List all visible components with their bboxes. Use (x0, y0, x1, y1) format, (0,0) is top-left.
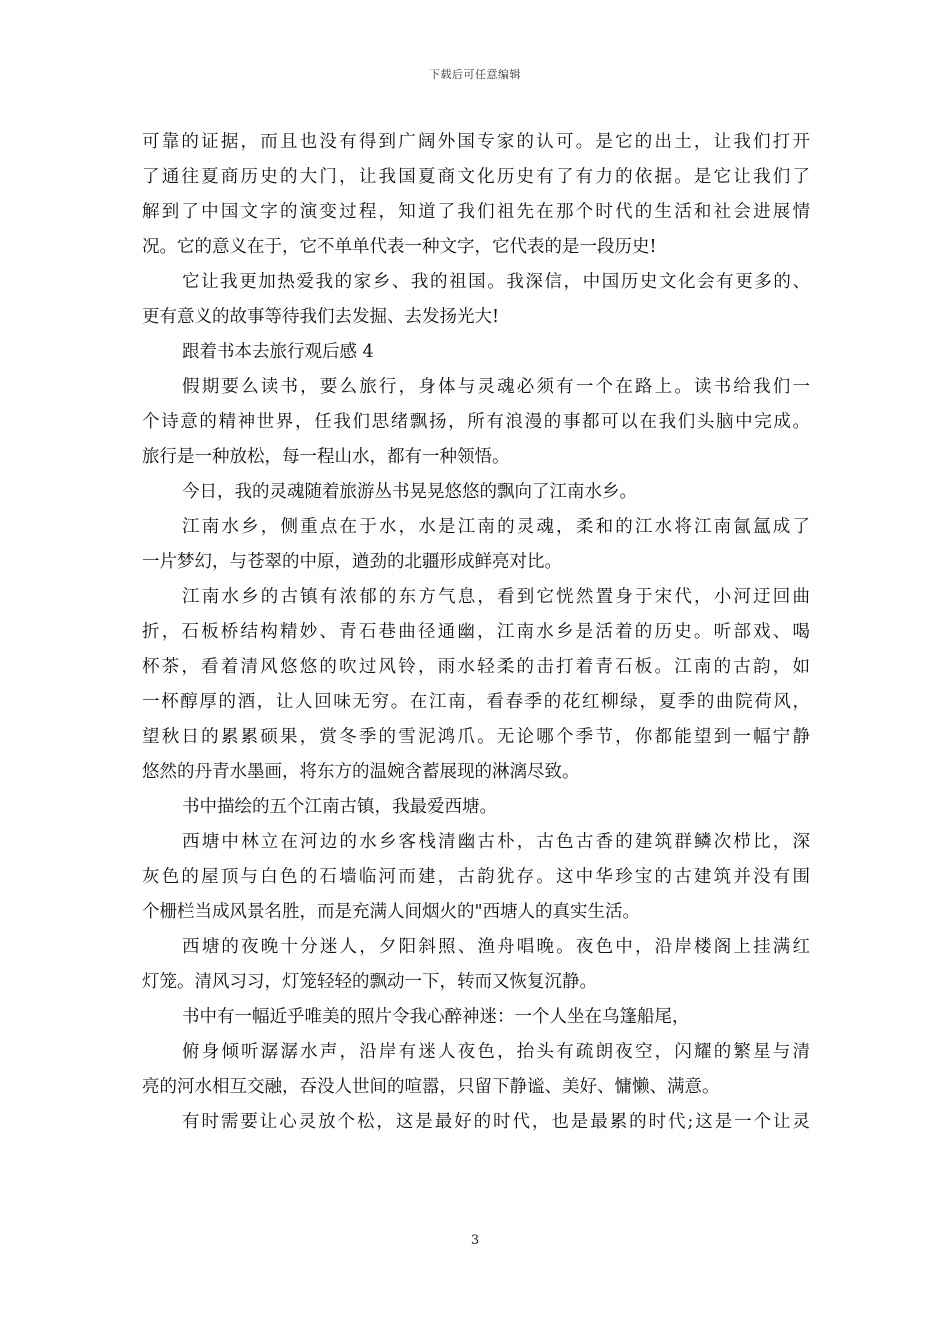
text-line: 更有意义的故事等待我们去发掘、去发扬光大! (142, 307, 500, 327)
text-line: 书中描绘的五个江南古镇，我最爱西塘。 (182, 797, 497, 817)
text-line: 西塘中林立在河边的水乡客栈清幽古朴，古色古香的建筑群鳞次栉比，深 (182, 832, 810, 852)
text-line: 书中有一幅近乎唯美的照片令我心醉神迷：一个人坐在乌篷船尾， (182, 1007, 690, 1027)
text-line: 折，石板桥结构精妙、青石巷曲径通幽，江南水乡是活着的历史。听部戏、喝 (142, 622, 810, 642)
text-line: 灯笼。清风习习，灯笼轻轻的飘动一下，转而又恢复沉静。 (142, 972, 597, 992)
text-line: 旅行是一种放松，每一程山水，都有一种领悟。 (142, 447, 510, 467)
text-line: 解到了中国文字的演变过程，知道了我们祖先在那个时代的生活和社会进展情 (142, 202, 810, 222)
text-line: 它让我更加热爱我的家乡、我的祖国。我深信，中国历史文化会有更多的、 (182, 272, 810, 292)
text-line: 悠然的丹青水墨画，将东方的温婉含蓄展现的淋漓尽致。 (142, 762, 580, 782)
text-line: 江南水乡的古镇有浓郁的东方气息，看到它恍然置身于宋代，小河迂回曲 (182, 587, 810, 607)
text-line: 个诗意的精神世界，任我们思绪飘扬，所有浪漫的事都可以在我们头脑中完成。 (142, 412, 810, 432)
text-line: 俯身倾听潺潺水声，沿岸有迷人夜色，抬头有疏朗夜空，闪耀的繁星与清 (182, 1042, 810, 1062)
text-line: 跟着书本去旅行观后感 4 (182, 342, 374, 362)
page-number: 3 (470, 1233, 480, 1248)
document-body (142, 125, 810, 1140)
text-line: 可靠的证据，而且也没有得到广阔外国专家的认可。是它的出土，让我们打开 (142, 132, 810, 152)
text-line: 灰色的屋顶与白色的石墙临河而建，古韵犹存。这中华珍宝的古建筑并没有围 (142, 867, 810, 887)
text-line: 一片梦幻，与苍翠的中原，遒劲的北疆形成鲜亮对比。 (142, 552, 562, 572)
text-line: 西塘的夜晚十分迷人，夕阳斜照、渔舟唱晚。夜色中，沿岸楼阁上挂满红 (182, 937, 810, 957)
page-header: 下载后可任意编辑 (429, 68, 521, 81)
text-line: 亮的河水相互交融，吞没人世间的喧嚣，只留下静谧、美好、慵懒、满意。 (142, 1077, 720, 1097)
text-line: 一杯醇厚的酒，让人回味无穷。在江南，看春季的花红柳绿，夏季的曲院荷风， (142, 692, 810, 712)
text-line: 今日，我的灵魂随着旅游丛书晃晃悠悠的飘向了江南水乡。 (182, 482, 637, 502)
text-line: 江南水乡，侧重点在于水，水是江南的灵魂，柔和的江水将江南氤氲成了 (182, 517, 810, 537)
text-line: 个栅栏当成风景名胜，而是充满人间烟火的"西塘人的真实生活。 (142, 902, 641, 922)
text-line: 有时需要让心灵放个松，这是最好的时代，也是最累的时代;这是一个让灵 (182, 1112, 810, 1132)
text-line: 假期要么读书，要么旅行，身体与灵魂必须有一个在路上。读书给我们一 (182, 377, 810, 397)
text-line: 望秋日的累累硕果，赏冬季的雪泥鸿爪。无论哪个季节，你都能望到一幅宁静 (142, 727, 810, 747)
text-line: 杯茶，看着清风悠悠的吹过风铃，雨水轻柔的击打着青石板。江南的古韵，如 (142, 657, 810, 677)
text-line: 况。它的意义在于，它不单单代表一种文字，它代表的是一段历史! (142, 237, 657, 257)
text-line: 了通往夏商历史的大门，让我国夏商文化历史有了有力的依据。是它让我们了 (142, 167, 810, 187)
